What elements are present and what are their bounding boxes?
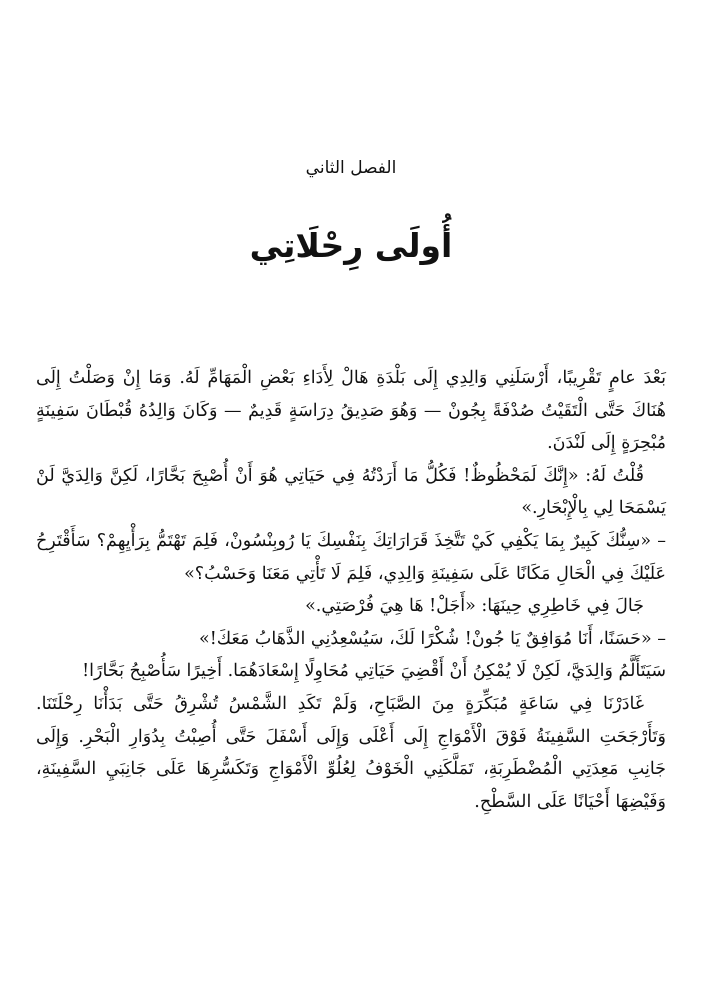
- paragraph: سَيَتَأَلَّمُ وَالِدَيَّ، لَكِنْ لَا يُمْكِنُ أَنْ أَقْضِيَ حَيَاتِي مُحَاوِلًا إِسْعَادَهُمَا. أَخِيرًا سَأُصْبِحُ بَحَّارًا!: [82, 661, 666, 682]
- paragraph: جَالَ فِي خَاطِرِي حِينَهَا: «أَجَلْ! هَا هِيَ فُرْصَتِي.»: [305, 596, 644, 617]
- chapter-body: [36, 362, 666, 818]
- paragraph: – «حَسَنًا، أَنَا مُوَافِقٌ يَا جُونْ! شُكْرًا لَكَ، سَيُسْعِدُنِي الذَّهَابُ مَعَكَ!»: [199, 628, 666, 649]
- paragraph: قُلْتُ لَهُ: «إِنَّكَ لَمَحْظُوظٌ! فَكُلُّ مَا أَرَدْتُهُ فِي حَيَاتِي هُوَ أَنْ أُصْبِحَ بَحَّارًا، لَكِنَّ وَالِدَيَّ لَنْ يَسْمَحَا لِي بِالْإِبْحَارِ.»: [36, 465, 666, 519]
- paragraph: بَعْدَ عامٍ تَقْرِيبًا، أَرْسَلَنِي وَالِدِي إِلَى بَلْدَةِ هَالْ لِأَدَاءِ بَعْضِ الْمَهَامِّ لَهُ. وَمَا إِنْ وَصَلْتُ إِلَى هُنَاكَ حَتَّى الْتَقَيْتُ صُدْفَةً بِجُونْ — وَهُوَ صَدِيقُ دِرَاسَةٍ قَدِيمٌ — وَكَانَ وَالِدُهُ قُبْطَانَ سَفِينَةٍ مُبْحِرَةٍ إِلَى لَنْدَنَ.: [36, 368, 666, 454]
- paragraph: – «سِنُّكَ كَبِيرٌ بِمَا يَكْفِي كَيْ تَتَّخِذَ قَرَارَاتِكَ بِنَفْسِكَ يَا رُوبِنْسُونْ، فَلِمَ تَهْتَمُّ بِرَأْيِهِمْ؟ سَأَقْتَرِحُ عَلَيْكَ فِي الْحَالِ مَكَانًا عَلَى سَفِينَةِ وَالِدِي، فَلِمَ لَا تَأْتِي مَعَنَا وَحَسْبُ؟»: [36, 530, 666, 584]
- paragraph: غَادَرْنَا فِي سَاعَةٍ مُبَكِّرَةٍ مِنَ الصَّبَاحِ، وَلَمْ تَكَدِ الشَّمْسُ تُشْرِقُ حَتَّى بَدَأْنَا رِحْلَتَنَا. وَتَأَرْجَحَتِ السَّفِينَةُ فَوْقَ الْأَمْوَاجِ إِلَى أَعْلَى وَإِلَى أَسْفَلَ حَتَّى أُصِبْتُ بِدُوَارِ الْبَحْرِ. وَإِلَى جَانِبِ مَعِدَتِي الْمُضْطَرِبَةِ، تَمَلَّكَنِي الْخَوْفُ لِعُلُوِّ الْأَمْوَاجِ وَتَكَسُّرِهَا عَلَى جَانِبَيِ السَّفِينَةِ، وَفَيْضِهَا أَحْيَانًا عَلَى السَّطْحِ.: [36, 693, 666, 812]
- chapter-title: أُولَى رِحْلَاتِي: [249, 226, 453, 265]
- chapter-label: الفصل الثاني: [305, 158, 397, 178]
